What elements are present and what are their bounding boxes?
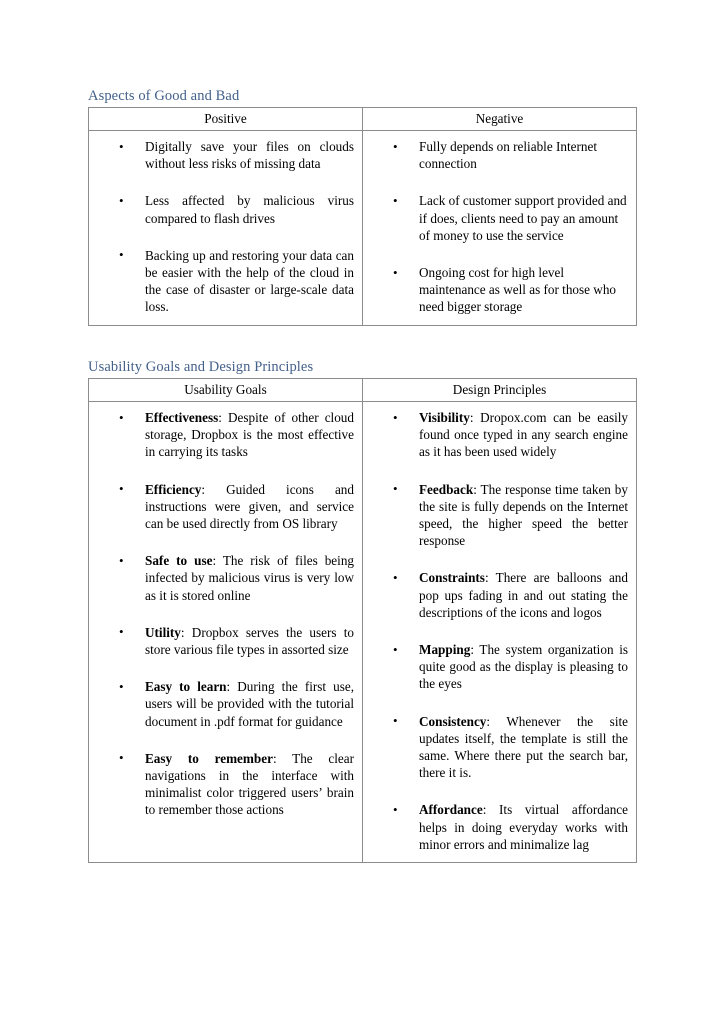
table-header-row <box>89 379 637 402</box>
column-header-usability-goals: Usability Goals <box>89 379 363 402</box>
table-usability-goals-and-design-principles <box>88 378 637 863</box>
table-header-row <box>89 108 637 131</box>
column-header-positive: Positive <box>89 108 363 131</box>
bullet-list-design-principles <box>371 409 628 853</box>
section-heading-usability: Usability Goals and Design Principles <box>88 359 314 375</box>
list-item <box>371 138 628 172</box>
cell-negative <box>363 131 637 326</box>
bullet-list-positive <box>97 138 354 316</box>
list-item-term: Feedback <box>419 481 474 497</box>
list-item-term: Affordance <box>419 802 483 818</box>
list-item <box>97 409 354 461</box>
list-item-term: Easy to remember <box>145 750 273 766</box>
list-item-text: : The response time taken by the site is fully depends on the Internet speed, the higher speed the better response <box>419 481 628 549</box>
list-item-term: Easy to learn <box>145 679 227 695</box>
section-heading-aspects: Aspects of Good and Bad <box>88 88 240 104</box>
list-item-text: : Dropox.com can be easily found once typed in any search engine as it has been used widely <box>419 410 628 460</box>
list-item <box>371 409 628 461</box>
list-item-text: : The system organization is quite good as the display is pleasing to the eyes <box>419 642 628 692</box>
list-item <box>371 481 628 550</box>
list-item-text: Fully depends on reliable Internet connection <box>419 139 597 172</box>
list-item <box>371 641 628 693</box>
list-item-term: Consistency <box>419 713 487 729</box>
list-item-text: : Dropbox serves the users to store various file types in assorted size <box>145 624 354 658</box>
list-item <box>97 552 354 604</box>
list-item-text: Backing up and restoring your data can be easier with the help of the cloud in the case of disaster or large-scale data loss. <box>145 247 354 315</box>
list-item <box>97 247 354 316</box>
list-item <box>97 138 354 172</box>
cell-positive <box>89 131 363 326</box>
bullet-list-negative <box>371 138 628 316</box>
list-item-text: Digitally save your files on clouds without less risks of missing data <box>145 139 354 172</box>
table-body-row <box>89 402 637 863</box>
list-item <box>371 569 628 621</box>
list-item-text: : The clear navigations in the interface with minimalist color triggered users’ brain to remember those actions <box>145 750 355 818</box>
column-header-design-principles: Design Principles <box>363 379 637 402</box>
list-item <box>97 192 354 226</box>
cell-usability-goals <box>89 402 363 863</box>
list-item <box>97 678 354 730</box>
list-item-text: : Whenever the site updates itself, the template is still the same. Where there put the search bar, there it is. <box>419 713 628 781</box>
list-item-term: Efficiency <box>145 481 202 497</box>
list-item-text: : Guided icons and instructions were given, and service can be used directly from OS library <box>145 481 354 532</box>
list-item-text: : During the first use, users will be provided with the tutorial document in .pdf format for guidance <box>145 679 354 729</box>
cell-design-principles <box>363 402 637 863</box>
list-item <box>97 481 354 533</box>
list-item-term: Visibility <box>419 410 470 425</box>
list-item <box>97 750 354 819</box>
list-item <box>371 713 628 782</box>
bullet-list-usability-goals <box>97 409 354 819</box>
list-item <box>371 264 628 316</box>
column-header-negative: Negative <box>363 108 637 131</box>
list-item-text: : The risk of files being infected by malicious virus is very low as it is stored online <box>145 553 355 603</box>
list-item <box>371 801 628 853</box>
list-item <box>97 624 354 658</box>
list-item-term: Safe to use <box>145 553 213 569</box>
list-item-term: Constraints <box>419 570 485 586</box>
table-aspects-of-good-and-bad <box>88 107 637 326</box>
list-item-text: Ongoing cost for high level maintenance as well as for those who need bigger storage <box>419 265 617 315</box>
list-item-text: Less affected by malicious virus compared to flash drives <box>145 193 354 226</box>
list-item-text: : There are balloons and pop ups fading in and out stating the descriptions of the icons and logos <box>419 570 628 620</box>
list-item-term: Mapping <box>419 642 471 658</box>
list-item-text: Lack of customer support provided and if does, clients need to pay an amount of money to use the service <box>419 193 627 243</box>
table-body-row <box>89 131 637 326</box>
list-item <box>371 192 628 244</box>
list-item-text: : Despite of other cloud storage, Dropbox is the most effective in carrying its tasks <box>145 410 354 460</box>
list-item-term: Utility <box>145 624 181 640</box>
list-item-text: : Its virtual affordance helps in doing everyday works with minor errors and minimalize lag <box>419 802 628 852</box>
list-item-term: Effectiveness <box>145 410 219 425</box>
